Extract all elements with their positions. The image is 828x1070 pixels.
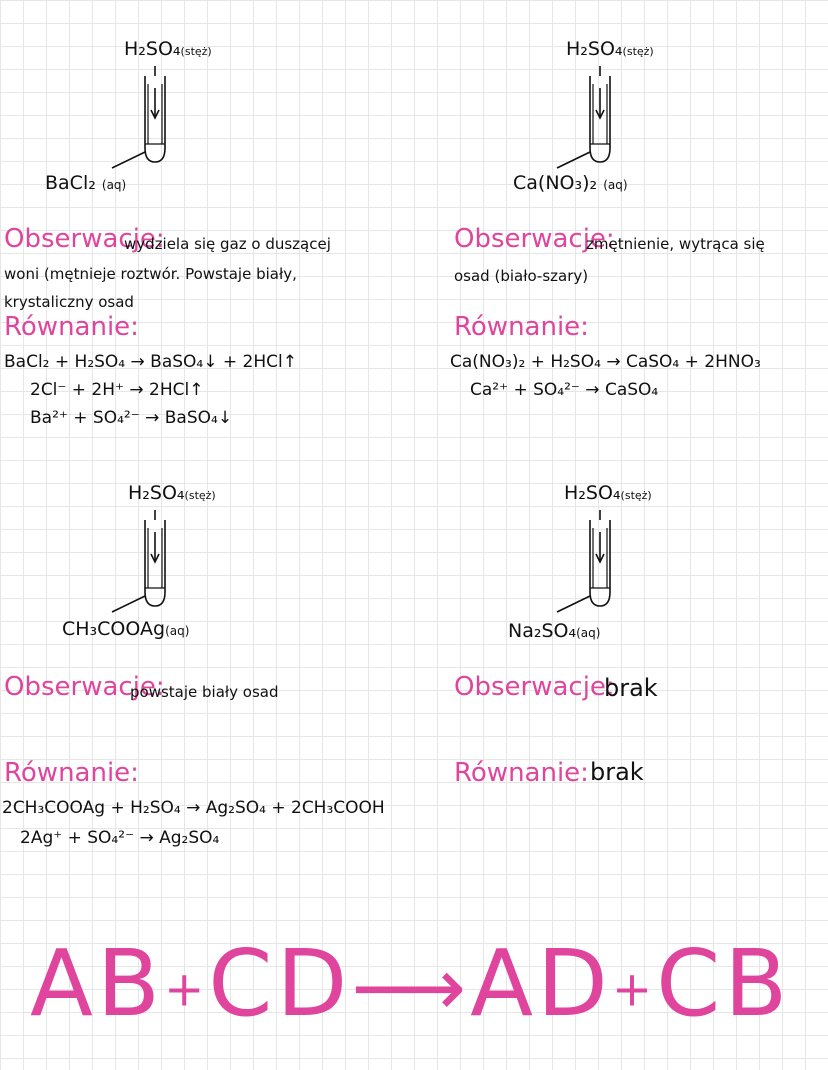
equation-term: AD bbox=[470, 930, 612, 1037]
equation-line: BaCl₂ + H₂SO₄ → BaSO₄↓ + 2HCl↑ bbox=[4, 352, 297, 372]
substrate-3 bbox=[62, 618, 189, 640]
reagent-note: (stęż) bbox=[180, 45, 212, 58]
reagent-2 bbox=[566, 38, 654, 60]
substrate-formula: CH₃COOAg bbox=[62, 618, 166, 640]
equation-line: Ba²⁺ + SO₄²⁻ → BaSO₄↓ bbox=[30, 408, 233, 428]
test-tube-4 bbox=[555, 510, 635, 620]
substrate-state: (aq) bbox=[576, 626, 601, 640]
equation-line: 2Ag⁺ + SO₄²⁻ → Ag₂SO₄ bbox=[20, 828, 220, 848]
equation-line: 2CH₃COOAg + H₂SO₄ → Ag₂SO₄ + 2CH₃COOH bbox=[2, 798, 385, 818]
substrate-state: (aq) bbox=[165, 624, 190, 638]
observations-label-2: Obserwacje: bbox=[454, 224, 615, 254]
observation-line: powstaje biały osad bbox=[130, 683, 279, 701]
substrate-state: (aq) bbox=[603, 178, 628, 192]
substrate-4 bbox=[508, 620, 600, 642]
observation-line: brak bbox=[604, 674, 658, 702]
observation-line: zmętnienie, wytrąca się bbox=[586, 235, 765, 253]
equation-term: AB bbox=[30, 930, 165, 1037]
equation-term: CB bbox=[656, 930, 792, 1037]
substrate-1 bbox=[45, 172, 126, 194]
observations-label-1: Obserwacje: bbox=[4, 224, 165, 254]
test-tube-3 bbox=[110, 510, 190, 620]
test-tube-2 bbox=[555, 66, 635, 176]
equation-label-3: Równanie: bbox=[4, 758, 139, 788]
test-tube-1 bbox=[110, 66, 190, 176]
equation-line: Ca(NO₃)₂ + H₂SO₄ → CaSO₄ + 2HNO₃ bbox=[450, 352, 761, 372]
equation-line: 2Cl⁻ + 2H⁺ → 2HCl↑ bbox=[30, 380, 204, 400]
substrate-formula: Ca(NO₃)₂ bbox=[513, 172, 598, 194]
general-equation bbox=[30, 930, 791, 1037]
substrate-formula: Na₂SO₄ bbox=[508, 620, 577, 642]
equation-label-2: Równanie: bbox=[454, 312, 589, 342]
observations-label-3: Obserwacje: bbox=[4, 672, 165, 702]
substrate-2 bbox=[513, 172, 628, 194]
reagent-note: (stęż) bbox=[620, 489, 652, 502]
equation-label-1: Równanie: bbox=[4, 312, 139, 342]
equation-line: Ca²⁺ + SO₄²⁻ → CaSO₄ bbox=[470, 380, 659, 400]
reagent-note: (stęż) bbox=[184, 489, 216, 502]
substrate-formula: BaCl₂ bbox=[45, 172, 96, 194]
equation-term: CD bbox=[208, 930, 352, 1037]
reaction-arrow-icon: ⟶ bbox=[351, 941, 471, 1034]
reagent-1 bbox=[124, 38, 212, 60]
reagent-3 bbox=[128, 482, 216, 504]
plus-sign: + bbox=[164, 961, 209, 1018]
substrate-state: (aq) bbox=[101, 178, 127, 192]
reagent-formula: H₂SO₄ bbox=[566, 38, 623, 60]
reagent-4 bbox=[564, 482, 652, 504]
observation-line: krystaliczny osad bbox=[4, 293, 134, 311]
equation-label-4: Równanie: bbox=[454, 758, 589, 788]
equation-line: brak bbox=[590, 758, 644, 786]
reagent-note: (stęż) bbox=[622, 45, 654, 58]
plus-sign: + bbox=[611, 961, 657, 1018]
observation-line: woni (mętnieje roztwór. Powstaje biały, bbox=[4, 265, 297, 283]
reagent-formula: H₂SO₄ bbox=[124, 38, 181, 60]
observation-line: wydziela się gaz o duszącej bbox=[124, 235, 331, 253]
reagent-formula: H₂SO₄ bbox=[564, 482, 621, 504]
reagent-formula: H₂SO₄ bbox=[128, 482, 185, 504]
observations-label-4: Obserwacje: bbox=[454, 672, 615, 702]
observation-line: osad (biało-szary) bbox=[454, 267, 589, 285]
